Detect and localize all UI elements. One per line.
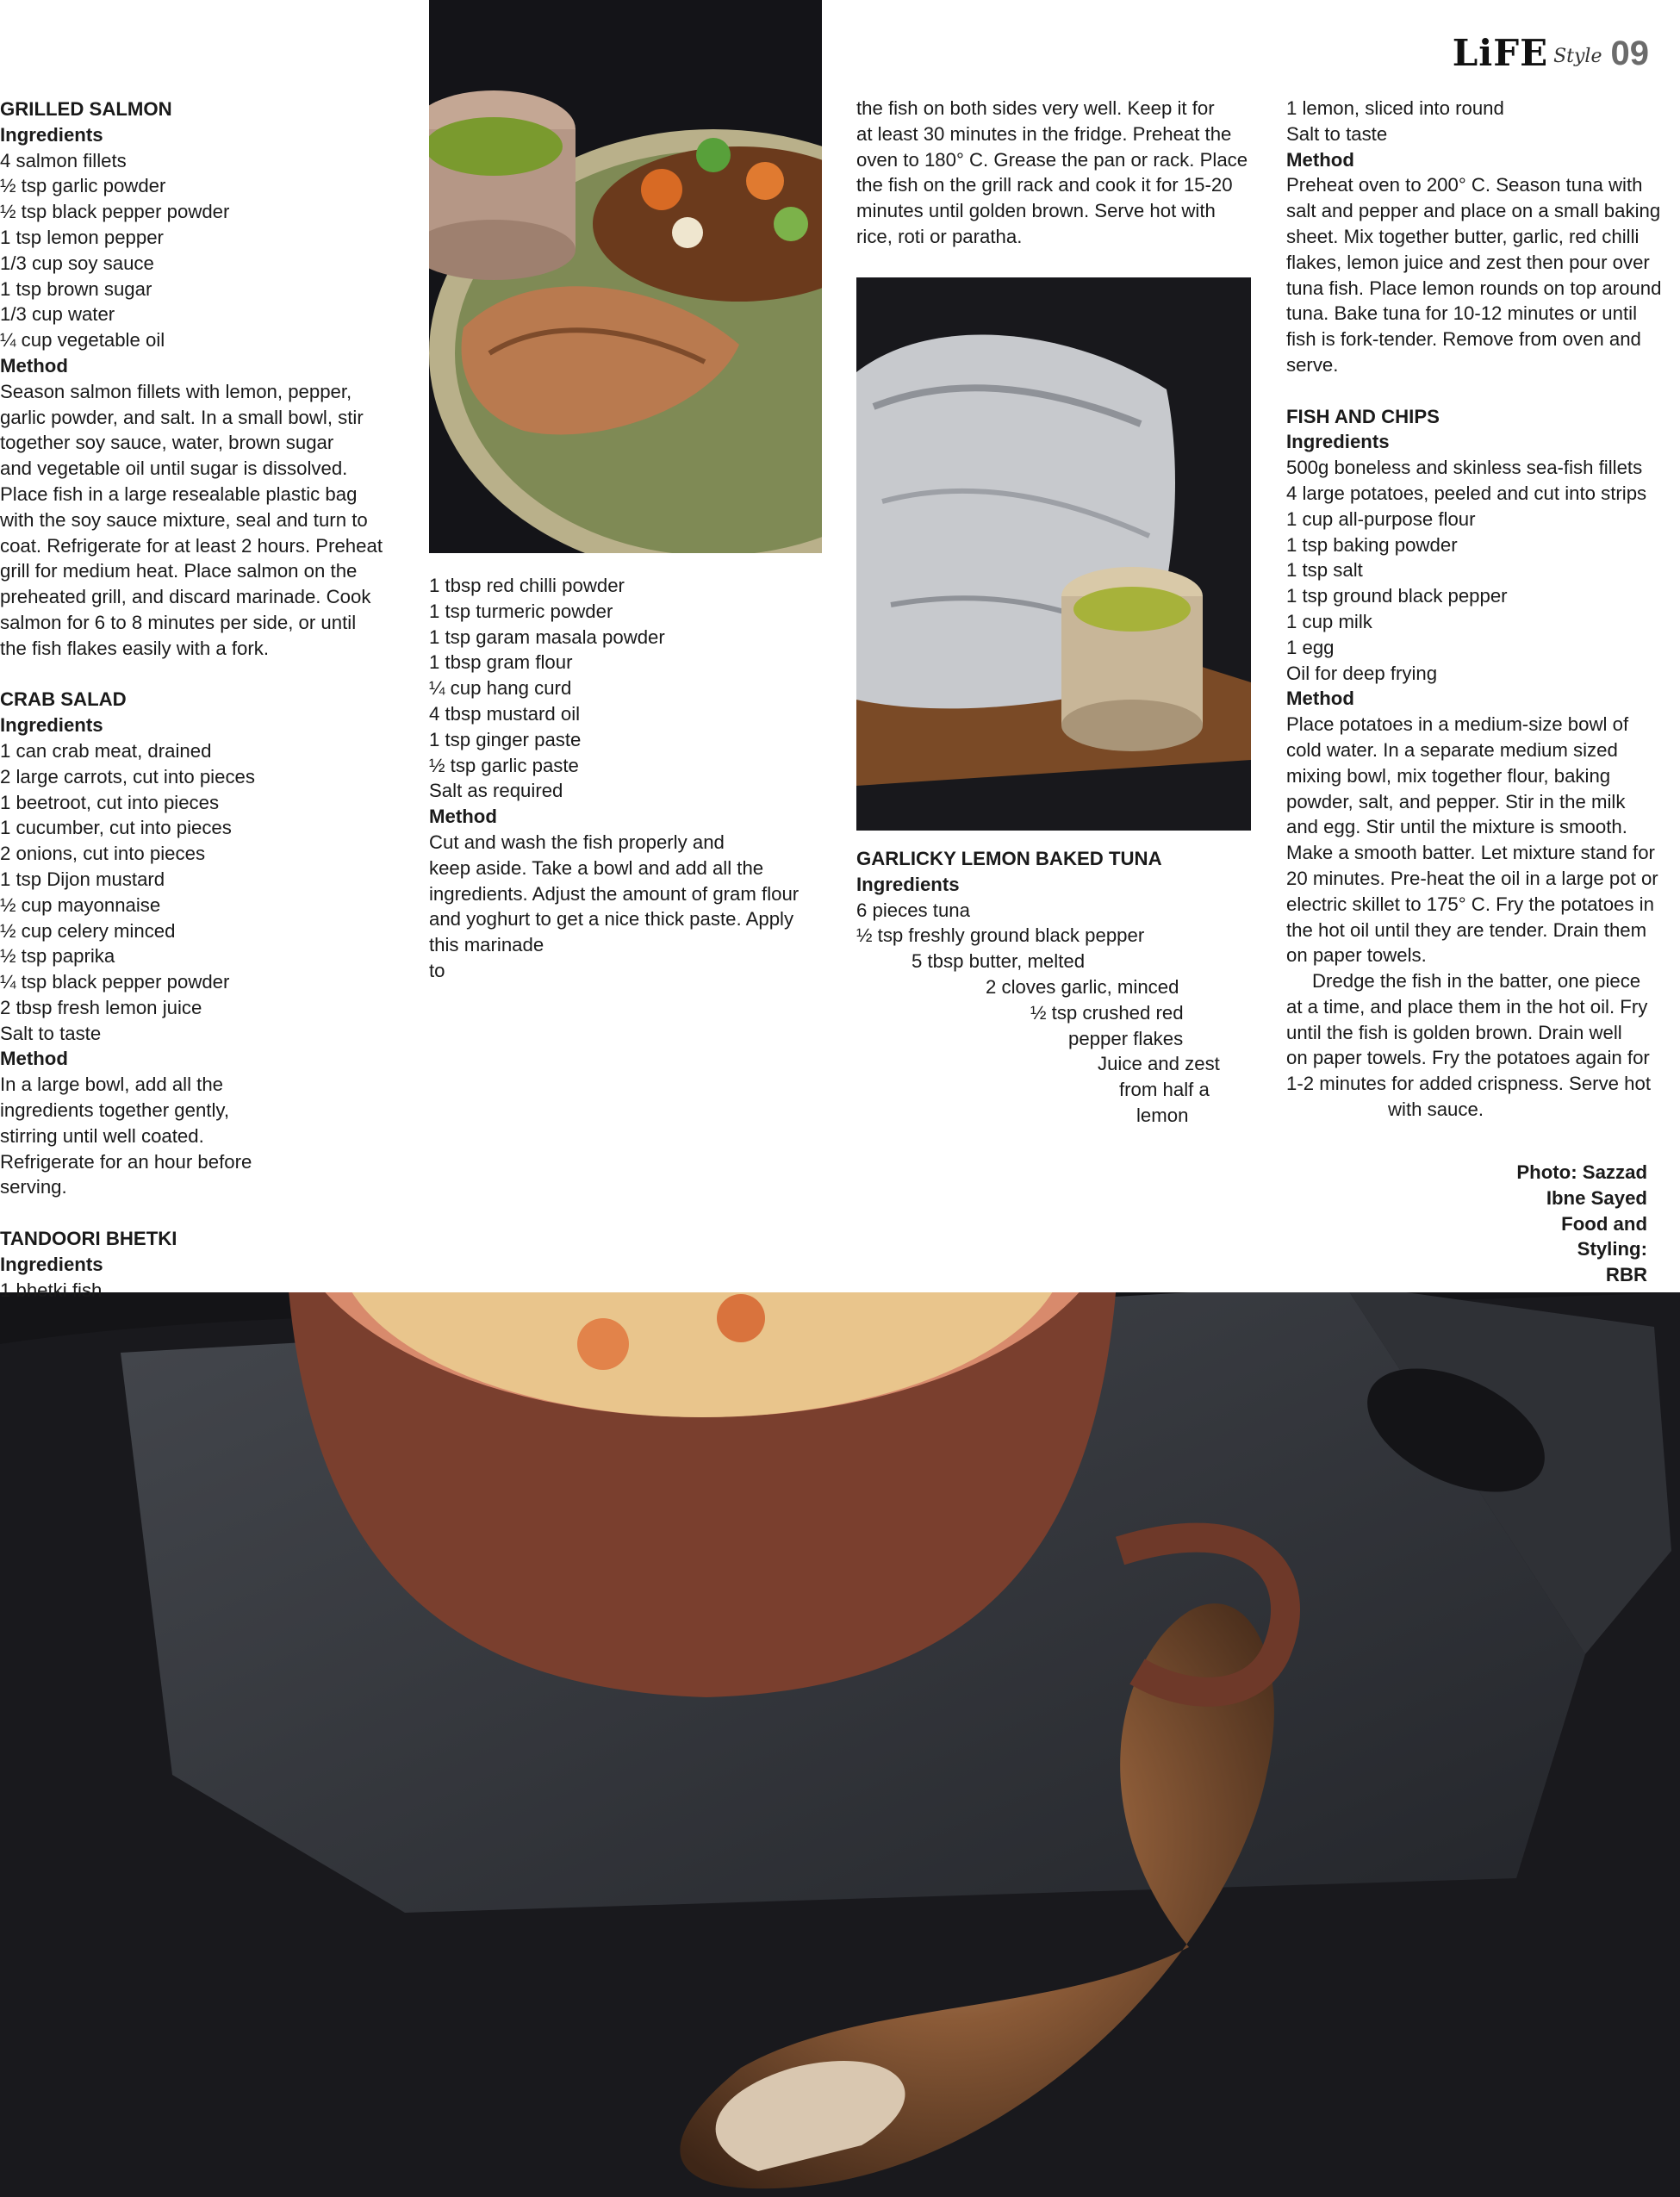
method-line: salt and pepper and place on a small baking — [1286, 200, 1661, 222]
method-line: In a large bowl, add all the — [0, 1074, 224, 1096]
method-line: garlic powder, and salt. In a small bowl, stir — [0, 406, 364, 428]
ingredient-line: 1/3 cup water — [0, 303, 115, 326]
ingredient-line: 1 beetroot, cut into pieces — [0, 791, 220, 813]
credit-line: Food and — [1561, 1212, 1647, 1235]
method-line: fish is fork-tender. Remove from oven and — [1286, 328, 1641, 351]
ingredient-line: ½ tsp garlic paste — [429, 754, 579, 776]
grilled-fish-illustration — [429, 0, 822, 553]
recipe-title-garlicky-tuna: GARLICKY LEMON BAKED TUNA — [856, 848, 1162, 869]
ingredient-line: 1 tsp baking powder — [1286, 533, 1458, 556]
method-line: 20 minutes. Pre-heat the oil in a large pot or — [1286, 867, 1658, 889]
method-line: tuna fish. Place lemon rounds on top around — [1286, 277, 1662, 299]
ingredient-line: Salt as required — [429, 780, 563, 802]
method-line: to — [429, 959, 445, 981]
ingredient-line: 1 tbsp red chilli powder — [429, 575, 625, 596]
method-line: cold water. In a separate medium sized — [1286, 738, 1618, 761]
method-line: preheated grill, and discard marinade. Cook — [0, 586, 371, 608]
page-number: 09 — [1610, 34, 1649, 72]
ingredient-line: pepper flakes — [1068, 1027, 1184, 1049]
ingredient-line: ½ tsp garlic powder — [0, 175, 166, 197]
brand-logo: LiFE — [1452, 32, 1549, 74]
ingredient-line: ¼ cup hang curd — [429, 677, 572, 700]
brand-logo-sub: Style — [1553, 46, 1602, 67]
method-line: electric skillet to 175° C. Fry the potatoes in — [1286, 893, 1654, 915]
ingredient-line: ½ cup celery minced — [0, 919, 176, 942]
method-line: minutes until golden brown. Serve hot with — [856, 200, 1216, 222]
method-line: and egg. Stir until the mixture is smooth. — [1286, 816, 1627, 838]
ingredient-line: 5 tbsp butter, melted — [912, 950, 1086, 973]
recipe-title-fish-and-chips: FISH AND CHIPS — [1286, 405, 1440, 427]
method-line: stirring until well coated. — [0, 1124, 204, 1147]
ingredient-line: 1 tsp ginger paste — [429, 728, 582, 750]
foil-parcel-illustration — [856, 277, 1251, 831]
ingredient-line: 2 onions, cut into pieces — [0, 843, 206, 865]
ingredient-line: 1 tsp lemon pepper — [0, 226, 164, 248]
method-line: ingredients. Adjust the amount of gram flour — [429, 882, 800, 905]
column-1 — [0, 96, 414, 1303]
method-line: the hot oil until they are tender. Drain them — [1286, 918, 1647, 941]
ingredient-line: from half a — [1119, 1079, 1210, 1101]
method-line: Dredge the fish in the batter, one piece — [1312, 970, 1641, 993]
method-label: Method — [0, 354, 68, 377]
method-label: Method — [429, 806, 497, 828]
method-label: Method — [0, 1048, 68, 1070]
method-line: and vegetable oil until sugar is dissolved. — [0, 457, 348, 480]
method-line: Place potatoes in a medium-size bowl of — [1286, 713, 1629, 736]
ingredient-line: Oil for deep frying — [1286, 662, 1438, 684]
ingredient-line: 1 can crab meat, drained — [0, 739, 212, 762]
method-line: and yoghurt to get a nice thick paste. Apply — [429, 908, 794, 930]
ingredients-label: Ingredients — [0, 1253, 103, 1275]
column-2 — [429, 573, 825, 984]
ingredient-line: 1 cup all-purpose flour — [1286, 507, 1476, 530]
soup-bowl-illustration — [0, 1292, 1680, 2197]
method-line: serve. — [1286, 353, 1339, 376]
method-line: at least 30 minutes in the fridge. Preheat the — [856, 122, 1232, 145]
recipe-title-tandoori-bhetki: TANDOORI BHETKI — [0, 1228, 177, 1250]
ingredient-line: ½ tsp black pepper powder — [0, 201, 230, 223]
spacer — [0, 1200, 414, 1226]
method-line: Refrigerate for an hour before — [0, 1150, 252, 1173]
ingredient-line: ½ cup mayonnaise — [0, 893, 161, 916]
method-line: together soy sauce, water, brown sugar — [0, 432, 334, 454]
ingredient-line: Juice and zest — [1098, 1053, 1220, 1075]
method-line: mixing bowl, mix together flour, baking — [1286, 764, 1611, 787]
ingredient-line: 1 tsp brown sugar — [0, 277, 152, 300]
ingredient-line: Salt to taste — [0, 1022, 102, 1044]
photo-credit — [1516, 1160, 1647, 1288]
method-line: on paper towels. Fry the potatoes again for — [1286, 1047, 1650, 1069]
ingredient-line: 4 salmon fillets — [0, 149, 127, 171]
ingredient-line: 1 tbsp gram flour — [429, 651, 573, 674]
method-line: salmon for 6 to 8 minutes per side, or until — [0, 611, 357, 633]
ingredient-line: 1 bhetki fish — [0, 1279, 103, 1301]
column-3-bottom — [856, 846, 1253, 1129]
ingredient-line: 1/3 cup soy sauce — [0, 252, 154, 274]
ingredient-line: 500g boneless and skinless sea-fish fillets — [1286, 457, 1643, 479]
method-line: Make a smooth batter. Let mixture stand for — [1286, 842, 1655, 864]
ingredient-line: 1 tsp Dijon mustard — [0, 868, 165, 890]
recipe-title-crab-salad: CRAB SALAD — [0, 688, 127, 711]
credit-line: Photo: Sazzad — [1516, 1161, 1647, 1183]
method-line: flakes, lemon juice and zest then pour over — [1286, 251, 1650, 273]
method-line: keep aside. Take a bowl and add all the — [429, 856, 764, 879]
method-line: oven to 180° C. Grease the pan or rack. Place — [856, 148, 1248, 171]
method-line: the fish flakes easily with a fork. — [0, 637, 269, 659]
ingredient-line: 4 large potatoes, peeled and cut into strips — [1286, 482, 1647, 504]
ingredient-line: lemon — [1136, 1104, 1189, 1126]
ingredient-line: 1 lemon, sliced into round — [1286, 97, 1504, 119]
photo-tandoori-plate — [429, 0, 822, 553]
ingredients-label: Ingredients — [856, 873, 960, 895]
ingredient-line: 1 egg — [1286, 636, 1335, 658]
ingredients-label: Ingredients — [1286, 431, 1390, 453]
ingredient-line: 4 tbsp mustard oil — [429, 702, 581, 725]
ingredient-line: 2 tbsp fresh lemon juice — [0, 996, 202, 1018]
ingredients-label: Ingredients — [0, 123, 103, 146]
spacer — [1286, 378, 1680, 404]
method-line: powder, salt, and pepper. Stir in the milk — [1286, 790, 1626, 812]
column-3-top — [856, 96, 1253, 250]
ingredient-line: 1 cucumber, cut into pieces — [0, 817, 232, 839]
ingredient-line: ½ tsp freshly ground black pepper — [856, 924, 1145, 947]
method-line: at a time, and place them in the hot oil. Fry — [1286, 995, 1648, 1018]
recipe-title-grilled-salmon: GRILLED SALMON — [0, 98, 172, 120]
ingredient-line: 1 tsp turmeric powder — [429, 600, 613, 622]
ingredient-line: 1 tsp ground black pepper — [1286, 585, 1508, 607]
ingredient-line: ½ tsp crushed red — [1030, 1001, 1184, 1024]
ingredient-line: 1 tsp salt — [1286, 559, 1363, 582]
credit-line: RBR — [1605, 1264, 1647, 1286]
ingredients-label: Ingredients — [0, 714, 103, 737]
method-line: this marinade — [429, 934, 544, 956]
method-line: Cut and wash the fish properly and — [429, 831, 725, 853]
hero-photo-soup — [0, 1292, 1680, 2197]
ingredient-line: 2 cloves garlic, minced — [986, 975, 1179, 998]
photo-tuna-foil — [856, 277, 1251, 831]
ingredient-line: 1 cup milk — [1286, 610, 1372, 632]
method-line: until the fish is golden brown. Drain well — [1286, 1021, 1622, 1043]
method-line: with the soy sauce mixture, seal and turn to — [0, 508, 368, 531]
ingredient-line: ½ tsp paprika — [0, 945, 115, 968]
column-4 — [1286, 96, 1680, 1123]
method-line: serving. — [0, 1176, 67, 1198]
method-label: Method — [1286, 148, 1354, 171]
ingredient-line: 1 tsp garam masala powder — [429, 625, 665, 648]
method-line: sheet. Mix together butter, garlic, red chilli — [1286, 225, 1640, 247]
credit-line: Styling: — [1577, 1238, 1647, 1260]
method-line: rice, roti or paratha. — [856, 225, 1023, 247]
method-line: on paper towels. — [1286, 944, 1427, 967]
credit-line: Ibne Sayed — [1546, 1186, 1647, 1209]
masthead — [1453, 31, 1649, 76]
ingredient-line: Salt to taste — [1286, 122, 1388, 145]
ingredient-line: 6 pieces tuna — [856, 899, 970, 921]
method-line: Preheat oven to 200° C. Season tuna with — [1286, 174, 1643, 196]
method-line: coat. Refrigerate for at least 2 hours. Preheat — [0, 534, 383, 557]
method-line: Place fish in a large resealable plastic bag — [0, 482, 358, 505]
method-line: ingredients together gently, — [0, 1099, 230, 1122]
method-line: the fish on both sides very well. Keep it for — [856, 97, 1215, 119]
method-label: Method — [1286, 688, 1354, 710]
method-line: tuna. Bake tuna for 10-12 minutes or until — [1286, 302, 1638, 325]
method-line: the fish on the grill rack and cook it for 15-20 — [856, 174, 1233, 196]
ingredient-line: ¼ tsp black pepper powder — [0, 971, 230, 993]
method-line: 1-2 minutes for added crispness. Serve hot — [1286, 1073, 1652, 1095]
ingredient-line: 2 large carrots, cut into pieces — [0, 765, 255, 787]
spacer — [0, 662, 414, 688]
ingredient-line: ¼ cup vegetable oil — [0, 329, 165, 352]
method-line: Season salmon fillets with lemon, pepper, — [0, 380, 352, 402]
method-line: with sauce. — [1388, 1098, 1484, 1121]
method-line: grill for medium heat. Place salmon on the — [0, 560, 358, 582]
